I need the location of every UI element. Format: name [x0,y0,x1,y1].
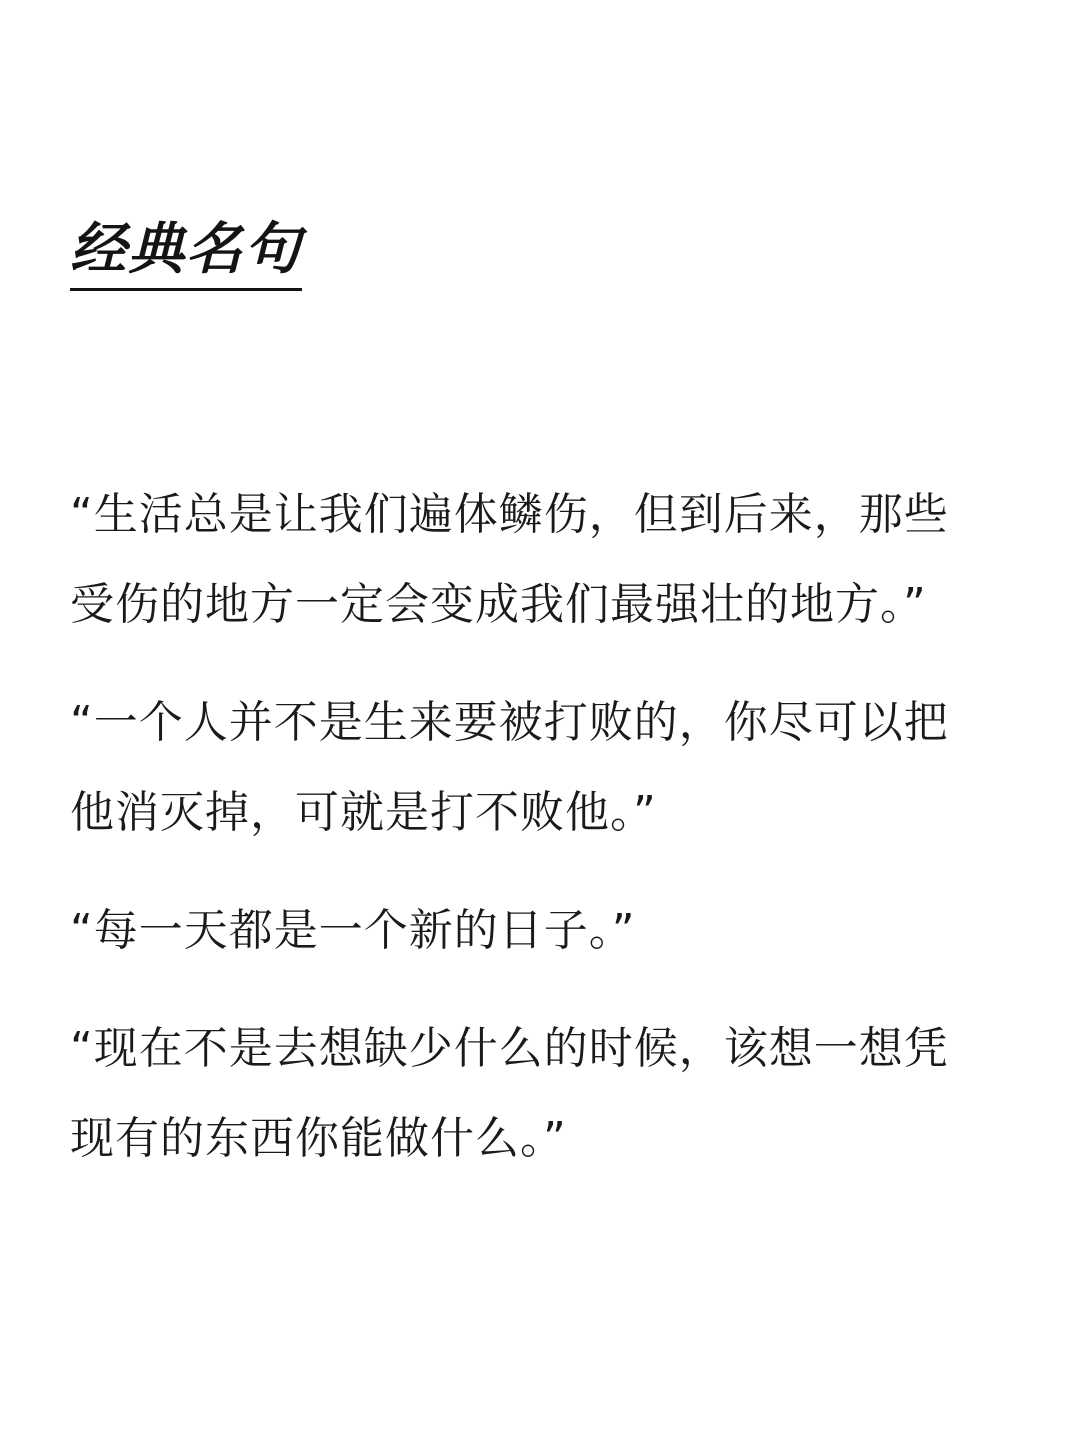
quote-1: “生活总是让我们遍体鳞伤，但到后来，那些受伤的地方一定会变成我们最强壮的地方。” [70,489,949,630]
title-block [70,218,302,291]
quote-2: “一个人并不是生来要被打败的，你尽可以把他消灭掉，可就是打不败他。” [70,697,949,838]
page-title: 经典名句 [70,217,302,282]
title-underline [70,288,302,291]
quote-3: “每一天都是一个新的日子。” [70,905,636,956]
quote-4: “现在不是去想缺少什么的时候，该想一想凭现有的东西你能做什么。” [70,1023,949,1164]
quote-list [70,470,990,1212]
